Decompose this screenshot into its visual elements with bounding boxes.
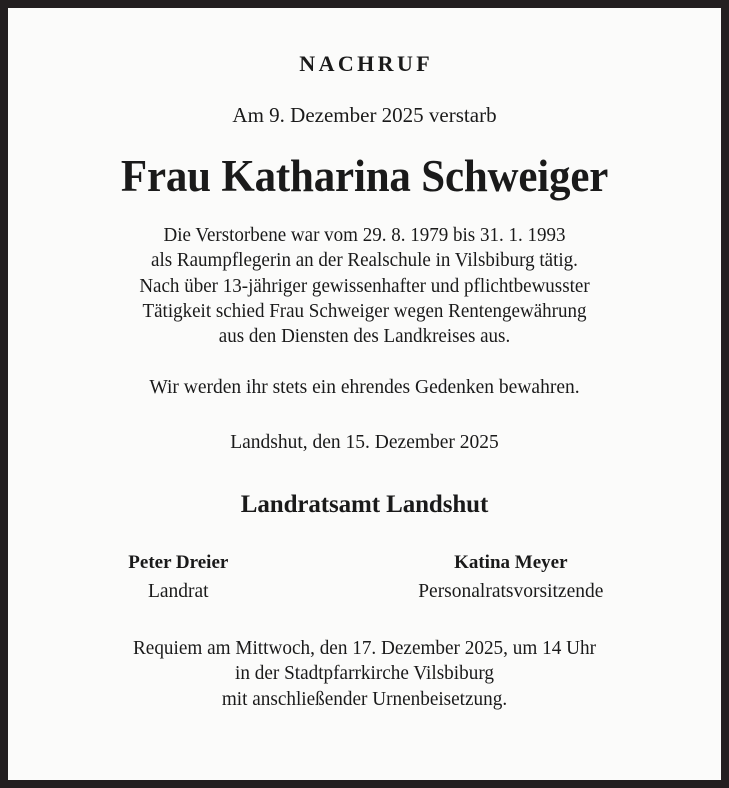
- signatory-landrat: [32, 553, 325, 602]
- signatory-role: Landrat: [147, 581, 209, 603]
- biography-line: Die Verstorbene war vom 29. 8. 1979 bis 31. 1. 1993: [163, 225, 566, 246]
- place-date-line: Landshut, den 15. Dezember 2025: [230, 431, 499, 453]
- authority-name: Landratsamt Landshut: [240, 491, 489, 519]
- intro-line: Am 9. Dezember 2025 verstarb: [232, 103, 497, 127]
- service-details-line: in der Stadtpfarrkirche Vilsbiburg: [235, 663, 494, 685]
- notice-header: NACHRUF: [299, 51, 434, 76]
- signatory-personalratsvorsitzende: [325, 553, 697, 602]
- signatories: [32, 517, 697, 602]
- biography-block: [40, 199, 688, 349]
- biography-line: aus den Diensten des Landkreises aus.: [218, 326, 511, 348]
- biography-line: als Raumpflegerin an der Realschule in Vilsbiburg tätig.: [151, 250, 578, 272]
- biography-line: Nach über 13-jähriger gewissenhafter und pflichtbewusster: [139, 275, 590, 297]
- signatory-role: Personalratsvorsitzende: [418, 581, 604, 603]
- biography-line: Tätigkeit schied Frau Schweiger wegen Rentengewährung: [142, 300, 587, 322]
- deceased-name: Frau Katharina Schweiger: [120, 151, 609, 201]
- signatory-name: Katina Meyer: [454, 552, 568, 574]
- obituary-notice: [8, 8, 721, 780]
- remembrance-line: Wir werden ihr stets ein ehrendes Gedenken bewahren.: [149, 377, 580, 399]
- signatory-name: Peter Dreier: [128, 552, 229, 574]
- service-details-block: [37, 602, 692, 712]
- service-details-line: Requiem am Mittwoch, den 17. Dezember 2025, um 14 Uhr: [132, 637, 597, 659]
- notice-content: [8, 8, 721, 712]
- service-details-line: mit anschließender Urnenbeisetzung.: [221, 688, 508, 710]
